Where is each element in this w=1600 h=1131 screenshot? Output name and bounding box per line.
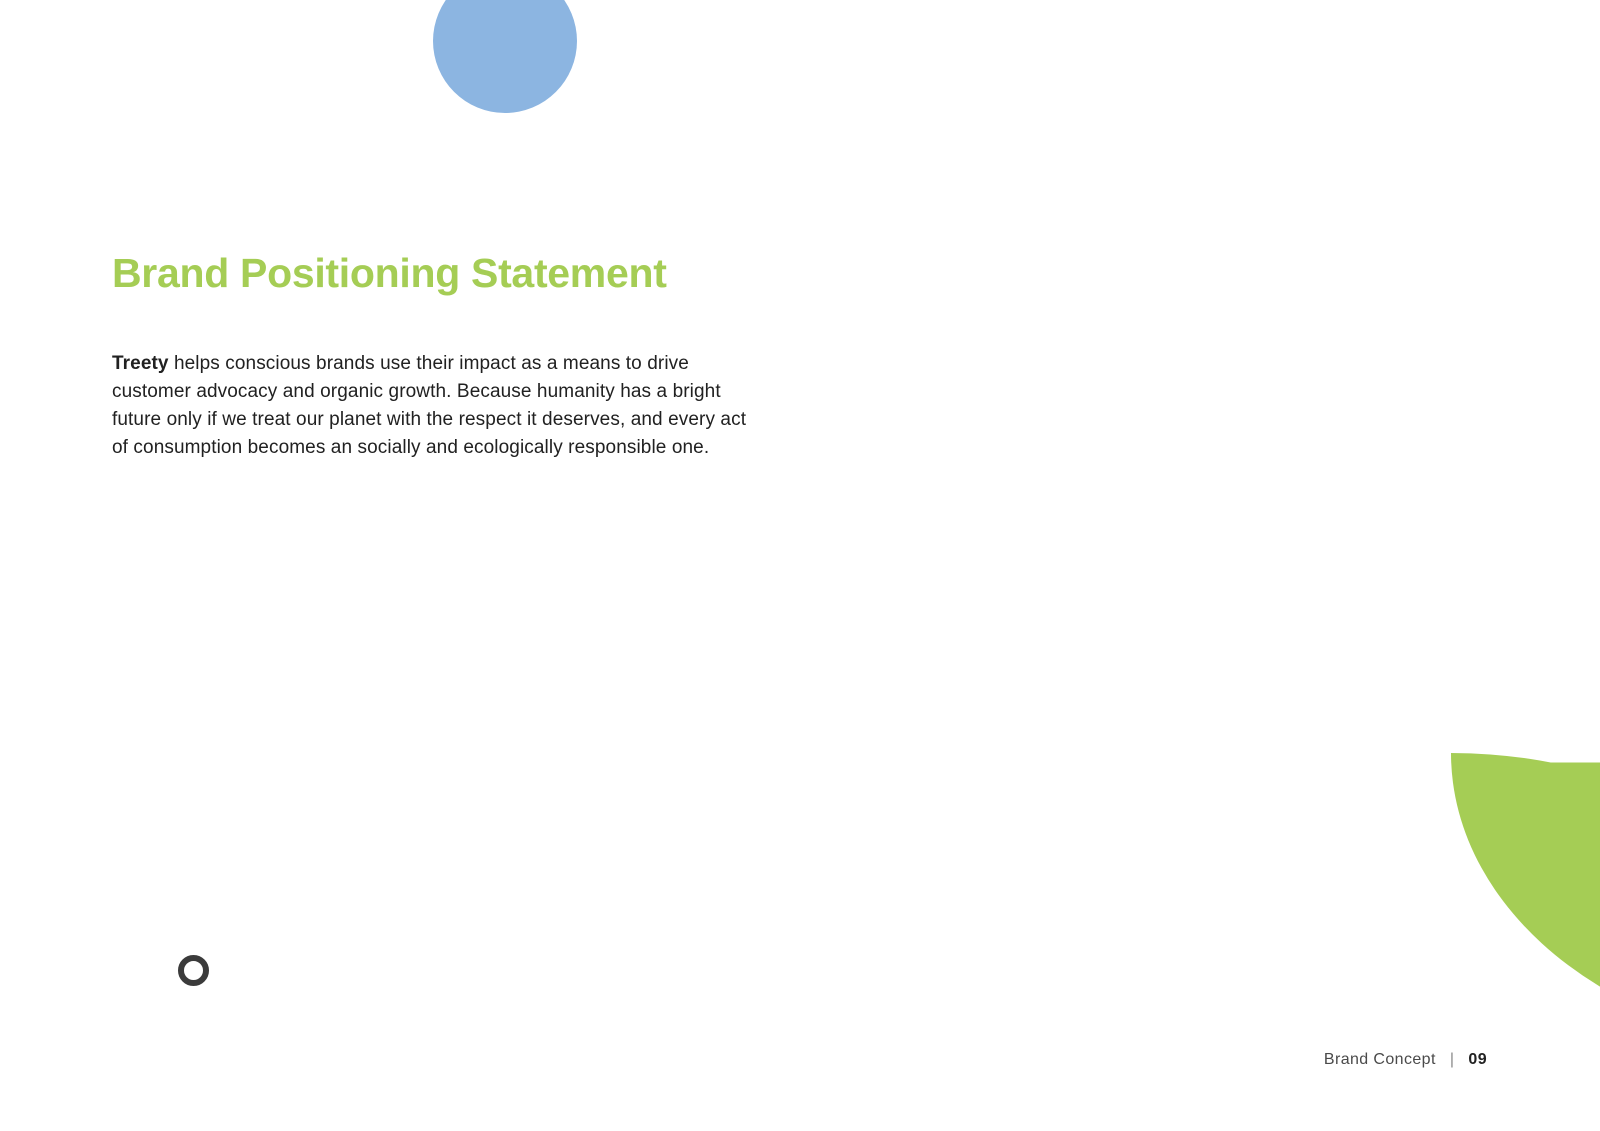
blue-circle-decoration bbox=[433, 0, 577, 113]
statement-line: Treety helps conscious brands use their impact as a means to drive bbox=[112, 353, 689, 374]
page-number: 09 bbox=[1468, 1051, 1487, 1068]
statement-line: customer advocacy and organic growth. Because humanity has a bright bbox=[112, 381, 721, 402]
page-footer bbox=[1324, 1051, 1487, 1069]
positioning-statement-text bbox=[112, 350, 746, 462]
footer-separator: | bbox=[1449, 1051, 1455, 1068]
statement-line: future only if we treat our planet with the respect it deserves, and every act bbox=[112, 409, 747, 430]
footer-section-label: Brand Concept bbox=[1323, 1051, 1436, 1068]
statement-line: of consumption becomes an socially and ecologically responsible one. bbox=[112, 437, 710, 458]
ring-decoration bbox=[178, 955, 209, 986]
page-title: Brand Positioning Statement bbox=[112, 250, 667, 296]
brand-name: Treety bbox=[112, 353, 169, 374]
leaf-decoration bbox=[1451, 753, 1600, 1053]
